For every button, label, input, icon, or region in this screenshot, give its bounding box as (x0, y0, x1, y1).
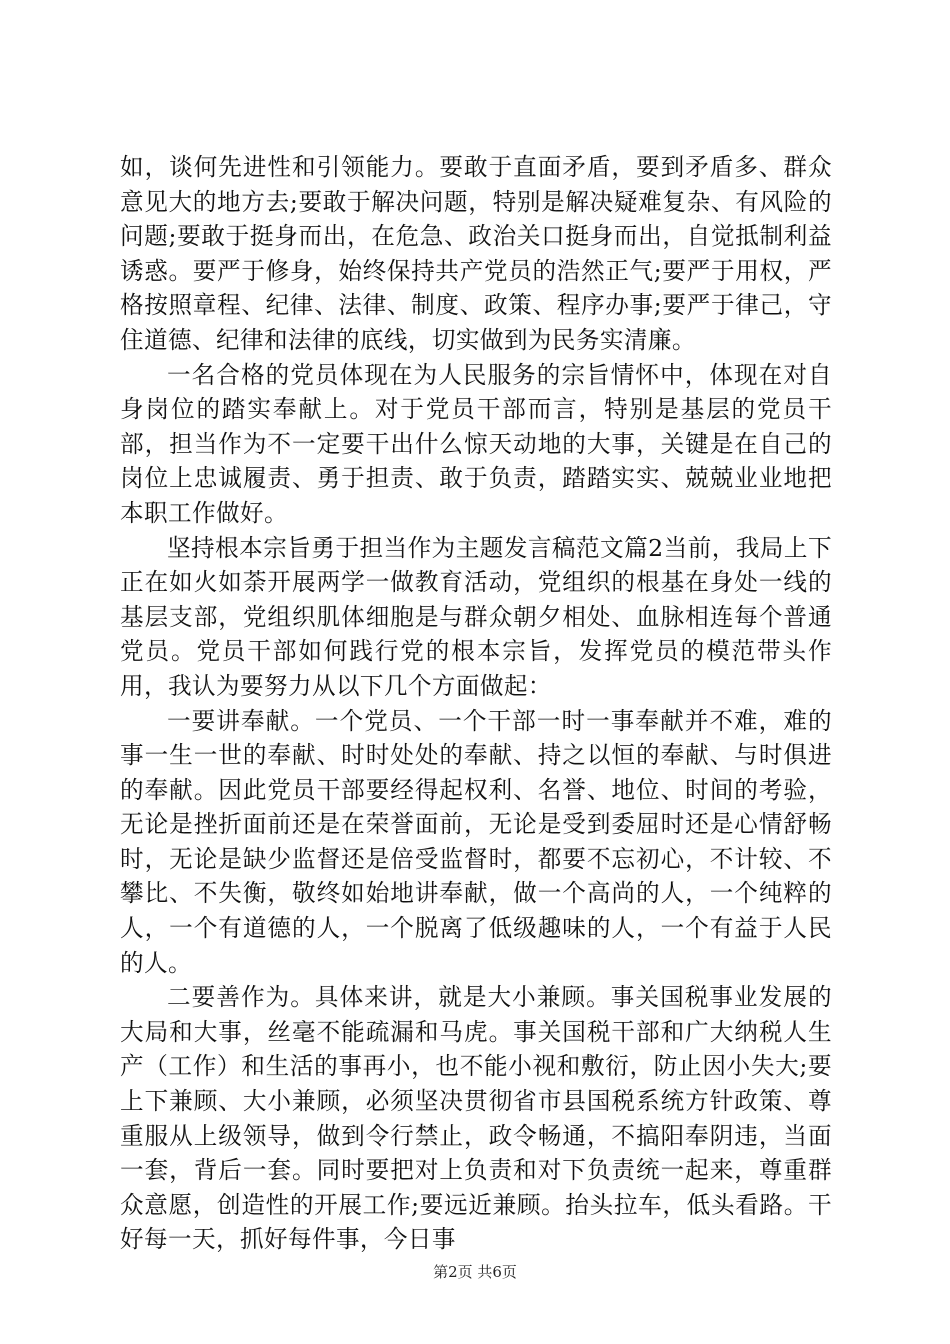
page-number-footer: 第2页 共6页 (433, 1263, 517, 1281)
paragraph-2: 一名合格的党员体现在为人民服务的宗旨情怀中，体现在对自身岗位的踏实奉献上。对于党员干部而言，特别是基层的党员干部，担当作为不一定要干出什么惊天动地的大事，关键是在自己的岗位上忠诚履责、勇于担责、敢于负责，踏踏实实、兢兢业业地把本职工作做好。 (120, 360, 832, 527)
paragraph-3: 坚持根本宗旨勇于担当作为主题发言稿范文篇2当前，我局上下正在如火如荼开展两学一做教育活动，党组织的根基在身处一线的基层支部，党组织肌体细胞是与群众朝夕相处、血脉相连每个普通党员。党员干部如何践行党的根本宗旨，发挥党员的模范带头作用，我认为要努力从以下几个方面做起： (120, 533, 832, 700)
paragraph-4: 一要讲奉献。一个党员、一个干部一时一事奉献并不难，难的事一生一世的奉献、时时处处的奉献、持之以恒的奉献、与时俱进的奉献。因此党员干部要经得起权利、名誉、地位、时间的考验，无论是挫折面前还是在荣誉面前，无论是受到委屈时还是心情舒畅时，无论是缺少监督还是倍受监督时，都要不忘初心，不计较、不攀比、不失衡，敬终如始地讲奉献，做一个高尚的人，一个纯粹的人，一个有道德的人，一个脱离了低级趣味的人，一个有益于人民的人。 (120, 706, 832, 977)
paragraph-5: 二要善作为。具体来讲，就是大小兼顾。事关国税事业发展的大局和大事，丝毫不能疏漏和马虎。事关国税干部和广大纳税人生产（工作）和生活的事再小，也不能小视和敷衍，防止因小失大;要上下兼顾、大小兼顾，必须坚决贯彻省市县国税系统方针政策、尊重服从上级领导，做到令行禁止，政令畅通，不搞阳奉阴违，当面一套，背后一套。同时要把对上负责和对下负责统一起来，尊重群众意愿，创造性的开展工作;要远近兼顾。抬头拉车，低头看路。干好每一天，抓好每件事，今日事 (120, 983, 832, 1254)
document-body (120, 150, 832, 1257)
paragraph-1: 如，谈何先进性和引领能力。要敢于直面矛盾，要到矛盾多、群众意见大的地方去;要敢于解决问题，特别是解决疑难复杂、有风险的问题;要敢于挺身而出，在危急、政治关口挺身而出，自觉抵制利益诱惑。要严于修身，始终保持共产党员的浩然正气;要严于用权，严格按照章程、纪律、法律、制度、政策、程序办事;要严于律己，守住道德、纪律和法律的底线，切实做到为民务实清廉。 (120, 153, 832, 354)
